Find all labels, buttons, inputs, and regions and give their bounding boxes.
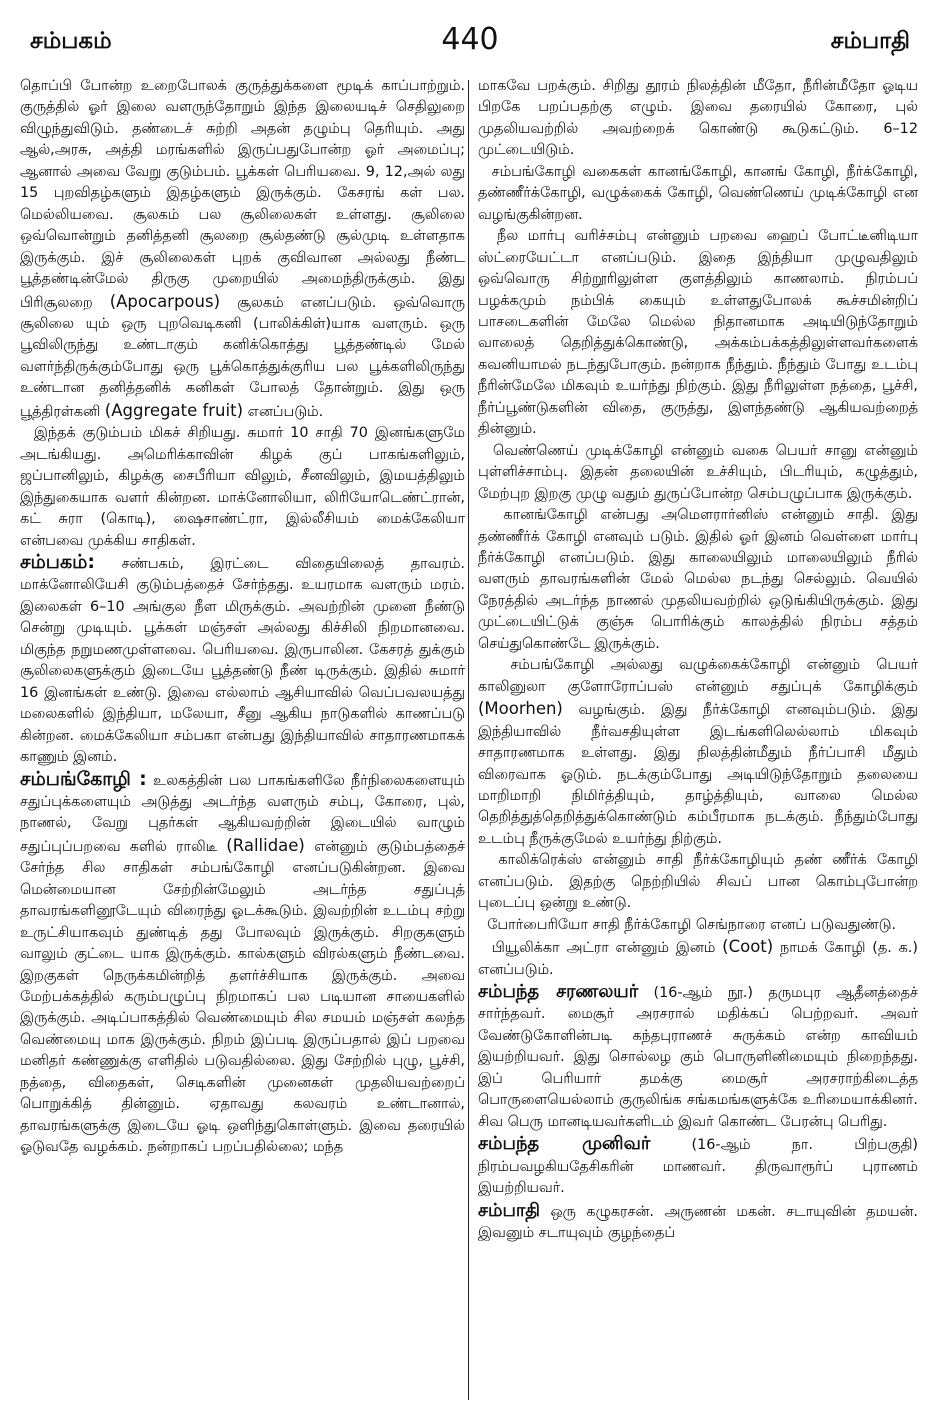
paragraph-text: வெண்ணெய் முடிக்கோழி என்னும் வகை பெயர் சானு என்னும் புள்ளிச்சாம்பு. இதன் தலையின் உச்சியும், பிடரியும், கழுத்தும், மேற்புற இறகு முழு வதும் துருப்போன்ற செம்பழுப்பாக இருக்கும். (478, 442, 918, 502)
paragraph-text: (16-ஆம் நூ.) தருமபுர ஆதீனத்தைச் சார்ந்தவர். மைசூர் அரசரால் மதிக்கப் பெற்றவர். அவர் வேண்டுகோளின்படி கந்தபுராணச் சுருக்கம் என்ற காவியம் இயற்றியவர். இது சொல்லழ கும் பொருளினிமையும் நிறைந்தது. இப் பெரியார் தமக்கு மைசூர் அரசராற்கிடைத்த பொருளையெல்லாம் குருலிங்க சங்கமங்களுக்கே உரிமையாக்கினர். சிவ பெரு மானடியவர்களிடம் இவர் கொண்ட பேரன்பு பெரிது. (478, 985, 918, 1130)
entry-munivar (478, 1133, 918, 1199)
latin-term: (Coot) (722, 937, 774, 957)
paragraph-text: சூலகம் எனப்படும். ஒவ்வொரு சூலிலை யும் ஒரு புறவெடிகனி (பாலிக்கிள்)யாக வளரும். ஒரு பூவிலிருந்து உண்டாகும் கனிக்கொத்து பூத்தண்டில் மேல் வளர்ந்திருக்கும்போது ஒரு பூக்கொத்துக்குரிய பல பூக்களிலிருந்து உண்டான தனித்தனிக் கனிகள் போலத் தோன்றும். இது ஒரு பூத்திரள்கனி (20, 294, 466, 420)
running-head-left: சம்பகம் (30, 28, 112, 54)
entry-headword: சம்பந்த முனிவர் (478, 1133, 651, 1155)
paragraph-text: வழங்கும். இது நீர்க்கோழி எனவும்படும். இது இந்தியாவில் நீர்வசதியுள்ள இடங்களிலெல்லாம் மிகவும் சாதாரணமாக உள்ளது. இது நிலத்தின்மீதும் நீர்ப்பாசி மீதும் விரைவாக ஓடும். நடக்கும்போது அடியிடுந்தோறும் தலையை மாறிமாறி நிமிர்த்தியும், தாழ்த்தியும், வாலை மெல்ல தெறித்துத்தெறித்துக்கொண்டும் கம்பீரமாக நடக்கும். நீந்தும்போது உடம்பு நீருக்குமேல் உயர்ந்து நிற்கும். (478, 702, 919, 847)
paragraph-text: ஒரு கழுகரசன். அருணன் மகன். சடாயுவின் தமயன். இவனும் சடாயுவும் குழந்தைப் (478, 1203, 919, 1242)
latin-term: (Aggregate fruit) (104, 400, 244, 420)
paragraph (478, 505, 918, 655)
paragraph-text: காலிக்ரெக்ஸ் என்னும் சாதி நீர்க்கோழியும் தண் ணீர்க் கோழி எனப்படும். இதற்கு நெற்றியில் சிவப் பான கொம்புபோன்ற புடைப்பு ஒன்று உண்டு. (478, 852, 918, 912)
entry-sampathi (478, 1200, 918, 1245)
paragraph-text: நீல மார்பு வரிச்சம்பு என்னும் பறவை ஹைப் போட்டீனிடியா ஸ்ட்ரையேட்டா எனப்படும். இதை இந்தியா முழுவதிலும் ஒவ்வொரு சிற்றூரிலுள்ள குளத்திலும் காணலாம். நிரம்பப் பழக்கமும் நம்பிக் கையும் உள்ளதுபோலக் கூச்சமின்றிப் பாசடைகளின் மேலே மெல்ல நிதானமாக அடியிடுந்தோறும் வாலைத் தெறித்துக்கொண்டு, அக்கம்பக்கத்திலுள்ளவர்களைக் கவனியாமல் நடந்துபோகும். நன்றாக நீந்தும். நீந்தும் போது உடம்பு நீரின்மேலே மிகவும் உயர்ந்து நிற்கும். இது நீரிலுள்ள நத்தை, பூச்சி, நீர்ப்பூண்டுகளின் விதை, குருத்து, இளந்தண்டு ஆகியவற்றைத் தின்னும். (478, 228, 919, 438)
paragraph-text: சண்பகம், இரட்டை விதையிலைத் தாவரம். மாக்னோலியேசி குடும்பத்தைச் சேர்ந்தது. உயரமாக வளரும் மரம். இலைகள் 6–10 அங்குல நீள மிருக்கும். அவற்றின் முனை நீண்டு சென்று முடியும். பூக்கள் மஞ்சள் அல்லது கிச்சிலி நிறமானவை. மிகுந்த நறுமணமுள்ளவை. பெரியவை. இருபாலின. கேசரத் துக்கும் சூலிலைகளுக்கும் இடையே பூத்தண்டு நீண் டிருக்கும். இதில் சுமார் 16 இனங்கள் உண்டு. இவை எல்லாம் ஆசியாவில் வெப்பவலயத்து மலைகளில் இந்தியா, மலேயா, சீனு ஆகிய நாடுகளில் காணப்படு கின்றன. மைக்கேலியா சம்பகா என்பது இந்தியாவில் சாதாரணமாகக் காணும் இனம். (20, 555, 465, 766)
paragraph-text: (16-ஆம் நா. பிற்பகுதி) நிரம்பவழகியதேசிகரின் மாணவர். திருவாரூர்ப் புராணம் இயற்றியவர். (478, 1137, 918, 1197)
paragraph (478, 441, 918, 505)
entry-headword: சம்பகம்: (20, 550, 95, 573)
right-column (478, 76, 918, 1244)
paragraph-text: உலகத்தின் பல பாகங்களிலே நீர்நிலைகளையும் சதுப்புக்களையும் அடுத்து அடர்ந்த வளரும் சம்பு, கோரை, புல், நாணல், வேறு புதர்கள் ஆகியவற்றின் இடையில் வாழும் சதுப்புப்பறவை களில் ராலிடீ (20, 772, 466, 855)
entry-saranalayar (478, 981, 918, 1133)
paragraph-text: இந்தக் குடும்பம் மிகச் சிறியது. சுமார் 10 சாதி 70 இனங்களுமே அடங்கியது. அமெரிக்காவின் கிழக் குப் பாகங்களிலும், ஜப்பானிலும், கிழக்கு சைபீரியா விலும், சீனவிலும், இமயத்திலும் இந்துகையாக வளர் கின்றன. மாக்னோலியா, லிரியோடெண்ட்ரான், கட் சுரா (கொடி), ஷைசாண்ட்ரா, இல்லீசியம் மைக்கேலியா என்பவை முக்கிய சாதிகள். (20, 425, 465, 549)
left-column (20, 76, 465, 1159)
page-number: 440 (441, 22, 499, 57)
paragraph (478, 915, 918, 936)
latin-term: (Rallidae) (226, 835, 305, 855)
entry-headword: சம்பங்கோழி : (20, 767, 147, 790)
column-divider (468, 80, 469, 1400)
paragraph-text: மாகவே பறக்கும். சிறிது தூரம் நிலத்தின் மீதோ, நீரின்மீதோ ஓடிய பிறகே பறப்பதற்கு எழும். இவை தரையில் கோரை, புல் முதலியவற்றில் அவற்றைக் கொண்டு கூடுகட்டும். 6–12 முட்டையிடும். (478, 78, 918, 159)
paragraph (478, 936, 918, 981)
entry-sampakam (20, 552, 465, 769)
paragraph-text: சம்பங்கோழி வகைகள் கானங்கோழி, கானங் கோழி, நீர்க்கோழி, தண்ணீர்க்கோழி, வழுக்கைக் கோழி, வெண்ணெய் முடிக்கோழி என வழங்குகின்றன. (478, 163, 918, 223)
entry-headword: சம்பாதி (478, 1199, 540, 1221)
running-head-right: சம்பாதி (830, 28, 910, 54)
paragraph-text: பியூலிக்கா அட்ரா என்னும் இனம் (491, 940, 716, 957)
entry-headword: சம்பந்த சரணலயர் (478, 981, 639, 1003)
page-header (30, 22, 910, 62)
paragraph-text: போர்பைரியோ சாதி நீர்க்கோழி செங்நாரை எனப் படுவதுண்டு. (487, 916, 897, 933)
paragraph-text: நாமக் கோழி (த. க.) எனப்படும். (478, 940, 918, 978)
latin-term: (Apocarpous) (109, 291, 221, 311)
paragraph-text: என்னும் குடும்பத்தைச் சேர்ந்த சில சாதிகள் சம்பங்கோழி எனப்படுகின்றன. இவை மென்மையான சேற்றின்மேலும் அடர்ந்த சதுப்புத் தாவரங்களினூடேயும் விரைந்து ஓடக்கூடும். இவற்றின் உடம்பு சற்று உருட்சியாகவும் துண்டித் தது போலவும் இருக்கும். சிறகுகளும் வாலும் குட்டை யாக இருக்கும். கால்களும் விரல்களும் நீண்டவை. இறகுகள் நெருக்கமின்றித் தளர்ச்சியாக இருக்கும். அவை மேற்பக்கத்தில் கரும்பழுப்பு நிறமாகப் பல படியான சாயைகளில் இருக்கும். அடிப்பாகத்தில் வெண்மையும் சில சமயம் மஞ்சள் கலந்த வெண்மையு மாக இருக்கும். நிறம் இப்படி இருப்பதால் இப் பறவை மனிதர் கண்ணுக்கு எளிதில் படுவதில்லை. இது சேற்றில் புழு, பூச்சி, நத்தை, விதைகள், செடிகளின் முனைகள் முதலியவற்றைப் பொறுக்கித் தின்னும். ஏதாவது கலவரம் உண்டானால், தாவரங்களுக்கு இடையே ஓடி ஒளிந்துகொள்ளும். இவை தரையில் ஓடுவதே வழக்கம். நன்றாகப் பறப்பதில்லை; மந்த (20, 838, 465, 1156)
paragraph (20, 76, 465, 423)
paragraph-text: கானங்கோழி என்பது அமௌரார்னிஸ் என்னும் சாதி. இது தண்ணீர்க் கோழி எனவும் படும். இதில் ஓர் இனம் வெள்ளை மார்பு நீர்க்கோழி எனப்படும். இது காலையிலும் மாலையிலும் நீரில் வளரும் தாவரங்களின் மேல் மெல்ல நடந்து செல்லும். வெயில் நேரத்தில் அடர்ந்த நாணல் முதலியவற்றில் ஒடுங்கியிருக்கும். இது முட்டையிட்டுக் குஞ்சு பொரிக்கும் காலத்தில் நிரம்ப சத்தம் செய்துகொண்டே இருக்கும். (478, 507, 918, 652)
paragraph (20, 423, 465, 552)
paragraph-text: தொப்பி போன்ற உறைபோலக் குருத்துக்களை மூடிக் காப்பாற்றும். குருத்தில் ஓர் இலை வளருந்தோறும் இந்த இலையடிச் செதிலுறை விழுந்துவிடும். தண்டைச் சுற்றி அதன் தழும்பு தெரியும். அது ஆல்,அரசு, அத்தி மரங்களில் இருப்பதுபோன்ற ஓர் அமைப்பு; ஆனால் அவை வேறு குடும்பம். பூக்கள் பெரியவை. 9, 12,அல் லது 15 புறவிதழ்களும் இதழ்களும் இருக்கும். கேசரங் கள் பல. மெல்லியவை. சூலகம் பல சூலிலைகள் உள்ளது. சூலிலை ஒவ்வொன்றும் தனித்தனி சூலறை சூல்தண்டு சூல்முடி உள்ளதாக இருக்கும். இச் சூலிலைகள் புறக் குவிவான அல்லது நீண்ட பூத்தண்டின்மேல் திருகு முறையில் அமைந்திருக்கும். இது பிரிசூலறை (20, 78, 465, 311)
paragraph (478, 850, 918, 914)
paragraph (478, 76, 918, 162)
paragraph-text: எனப்படும். (247, 403, 324, 420)
entry-sampangkozhi (20, 769, 465, 1159)
paragraph-text: சம்பங்கோழி அல்லது வழுக்கைக்கோழி என்னும் பெயர் காலினுலா குளோரோப்பஸ் என்னும் சதுப்புக் கோழிக்கும் (478, 657, 919, 695)
paragraph (478, 655, 918, 850)
latin-term: (Moorhen) (478, 699, 563, 719)
paragraph (478, 226, 918, 441)
paragraph (478, 162, 918, 226)
